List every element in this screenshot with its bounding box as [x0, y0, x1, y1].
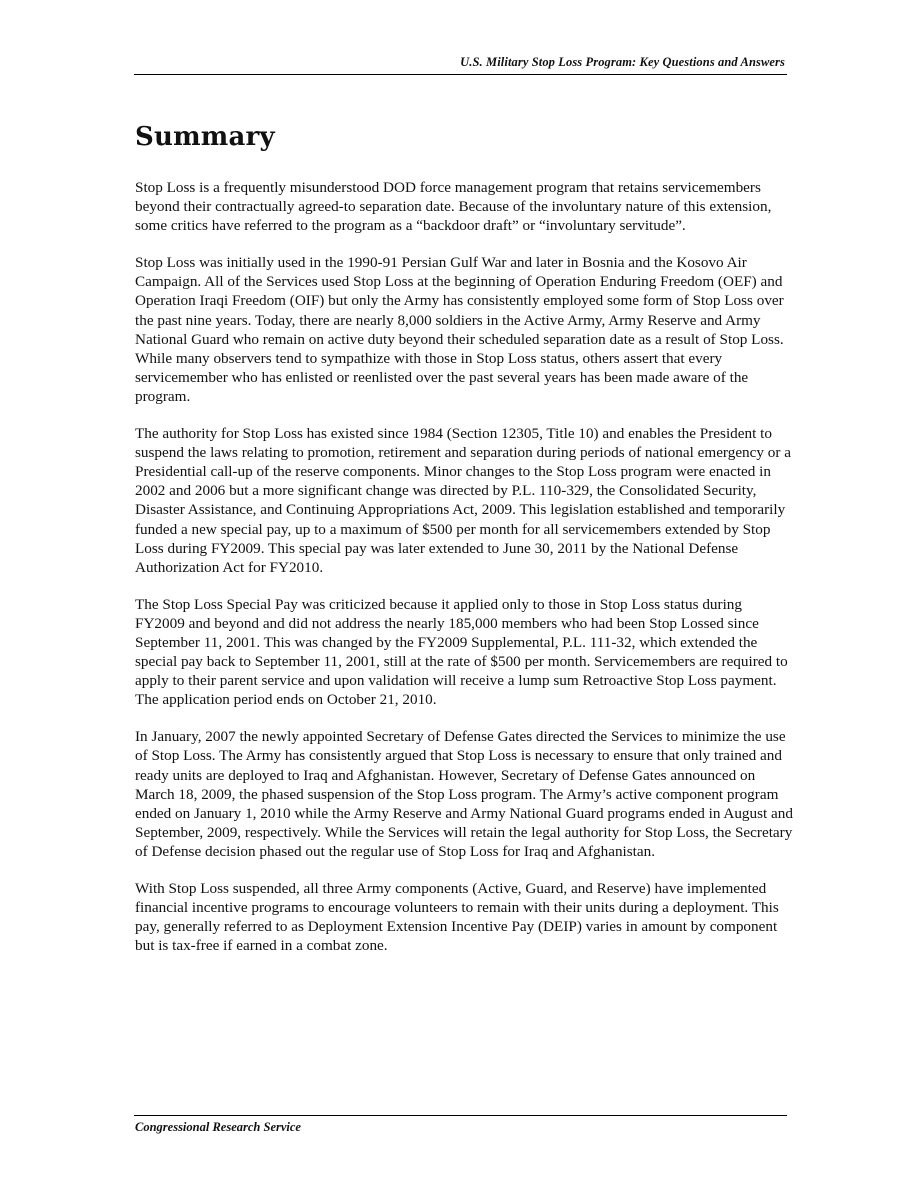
- paragraph: In January, 2007 the newly appointed Secretary of Defense Gates directed the Services to minimize the use of Stop Loss. The Army has consistently argued that Stop Loss is necessary to ensure that only trained and ready units are deployed to Iraq and Afghanistan. However, Secretary of Defense Gates announced on March 18, 2009, the phased suspension of the Stop Loss program. The Army’s active component program ended on January 1, 2010 while the Army Reserve and Army National Guard programs ended in August and September, 2009, respectively. While the Services will retain the legal authority for Stop Loss, the Secretary of Defense decision phased out the regular use of Stop Loss for Iraq and Afghanistan.: [135, 728, 793, 860]
- paragraph: With Stop Loss suspended, all three Army components (Active, Guard, and Reserve) have implemented financial incentive programs to encourage volunteers to remain with their units during a deployment. This pay, generally referred to as Deployment Extension Incentive Pay (DEIP) varies in amount by component but is tax-free if earned in a combat zone.: [135, 880, 779, 955]
- section-title: Summary: [135, 122, 275, 152]
- paragraph: Stop Loss was initially used in the 1990-91 Persian Gulf War and later in Bosnia and the Kosovo Air Campaign. All of the Services used Stop Loss at the beginning of Operation Enduring Freedom (OEF) and Operation Iraqi Freedom (OIF) but only the Army has consistently employed some form of Stop Loss over the past nine years. Today, there are nearly 8,000 soldiers in the Active Army, Army Reserve and Army National Guard who remain on active duty beyond their scheduled separation date as a result of Stop Loss. While many observers tend to sympathize with those in Stop Loss status, others assert that every servicemember who has enlisted or reenlisted over the past several years has been made aware of the program.: [135, 254, 784, 405]
- running-header-title: U.S. Military Stop Loss Program: Key Questions and Answers: [460, 55, 785, 69]
- paragraph: Stop Loss is a frequently misunderstood DOD force management program that retains servicemembers beyond their contractually agreed-to separation date. Because of the involuntary nature of this extension, some critics have referred to the program as a “backdoor draft” or “involuntary servitude”.: [135, 179, 772, 235]
- running-header: [134, 54, 787, 75]
- footer-organization: Congressional Research Service: [135, 1120, 301, 1134]
- paragraph: The Stop Loss Special Pay was criticized because it applied only to those in Stop Loss status during FY2009 and beyond and did not address the nearly 185,000 members who had been Stop Lossed since September 11, 2001. This was changed by the FY2009 Supplemental, P.L. 111-32, which extended the special pay back to September 11, 2001, still at the rate of $500 per month. Servicemembers are required to apply to their parent service and upon validation will receive a lump sum Retroactive Stop Loss payment. The application period ends on October 21, 2010.: [135, 595, 788, 709]
- paragraph: The authority for Stop Loss has existed since 1984 (Section 12305, Title 10) and enables the President to suspend the laws relating to promotion, retirement and separation during periods of national emergency or a Presidential call-up of the reserve components. Minor changes to the Stop Loss program were enacted in 2002 and 2006 but a more significant change was directed by P.L. 110-329, the Consolidated Security, Disaster Assistance, and Continuing Appropriations Act, 2009. This legislation established and temporarily funded a new special pay, up to a maximum of $500 per month for all servicemembers extended by Stop Loss during FY2009. This special pay was later extended to June 30, 2011 by the National Defense Authorization Act for FY2010.: [135, 425, 791, 576]
- page-footer: [134, 1115, 787, 1134]
- summary-body: [135, 178, 795, 973]
